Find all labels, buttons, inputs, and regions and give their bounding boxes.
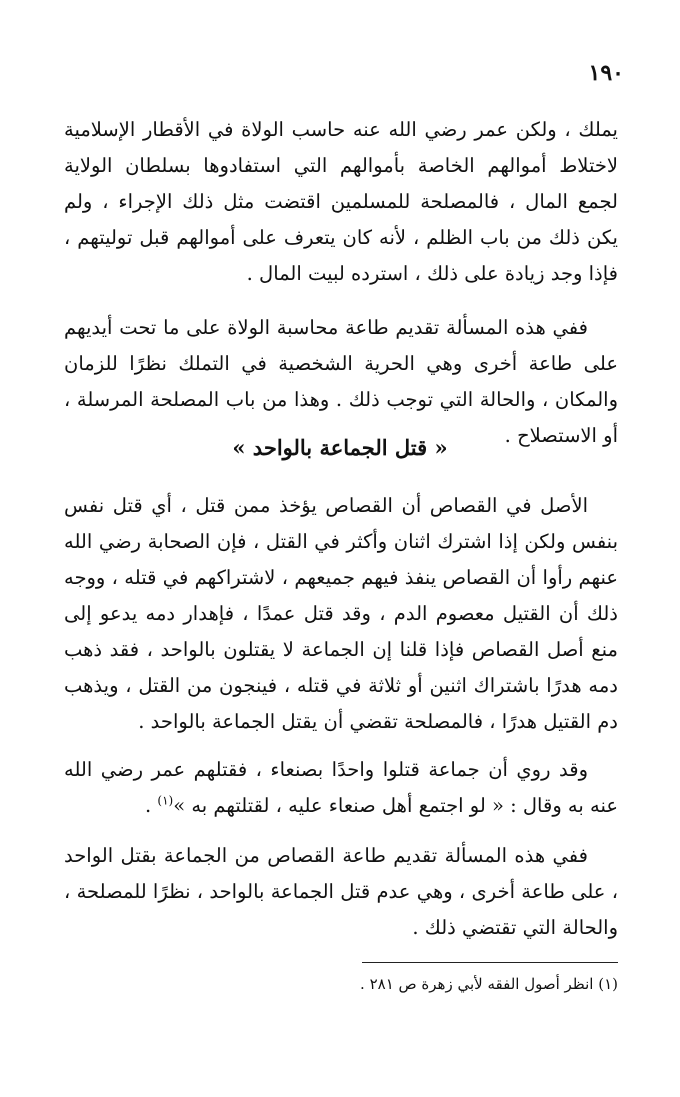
section-heading: « قتل الجماعة بالواحد » <box>232 435 448 460</box>
footnote-reference: (١) <box>157 793 174 808</box>
paragraph-5-text: ففي هذه المسألة تقديم طاعة القصاص من الجماعة بقتل الواحد ، على طاعة أخرى ، وهي عدم قتل الجماعة بالواحد ، نظرًا للمصلحة ، والحالة التي تقتضي ذلك . <box>64 844 618 939</box>
paragraph-5 <box>64 838 618 946</box>
paragraph-1: يملك ، ولكن عمر رضي الله عنه حاسب الولاة في الأقطار الإسلامية لاختلاط أموالهم الخاصة بأموالهم التي استفادوها بسلطان الولاية لجمع المال ، فالمصلحة للمسلمين اقتضت مثل ذلك الإجراء ، ولم يكن ذلك من باب الظلم ، لأنه كان يتعرف على أموالهم قبل توليتهم ، فإذا وجد زيادة على ذلك ، استرده لبيت المال . <box>64 118 618 285</box>
paragraph-2-text: ففي هذه المسألة تقديم طاعة محاسبة الولاة على ما تحت أيديهم على طاعة أخرى وهي الحرية الشخصية في التملك نظرًا للزمان والمكان ، والحالة التي توجب ذلك . وهذا من باب المصلحة المرسلة ، أو الاستصلاح . <box>64 316 618 447</box>
footnote: (١) انظر أصول الفقه لأبي زهرة ص ٢٨١ . <box>360 975 618 993</box>
paragraph-4-text: وقد روي أن جماعة قتلوا واحدًا بصنعاء ، فقتلهم عمر رضي الله عنه به وقال : « لو اجتمع أهل صنعاء عليه ، لقتلتهم به » <box>64 758 618 817</box>
page-number: ١٩٠ <box>588 60 624 86</box>
footnote-divider <box>362 962 618 963</box>
paragraph-3-text: الأصل في القصاص أن القصاص يؤخذ ممن قتل ، أي قتل نفس بنفس ولكن إذا اشترك اثنان وأكثر في القتل ، فإن الصحابة رضي الله عنهم رأوا أن القصاص ينفذ فيهم جميعهم ، لاشتراكهم في قتله ، ووجه ذلك أن القتيل معصوم الدم ، وقد قتل عمدًا ، فإهدار دمه يدعو إلى منع أصل القصاص فإذا قلنا إن الجماعة لا يقتلون بالواحد ، فقد ذهب دمه هدرًا باشتراك اثنين أو ثلاثة في قتله ، فينجون من القتل ، ويذهب دم القتيل هدرًا ، فالمصلحة تقضي أن يقتل الجماعة بالواحد . <box>64 494 618 733</box>
paragraph-3 <box>64 488 618 740</box>
paragraph-4 <box>64 752 618 824</box>
paragraph-4-end: . <box>144 794 158 817</box>
